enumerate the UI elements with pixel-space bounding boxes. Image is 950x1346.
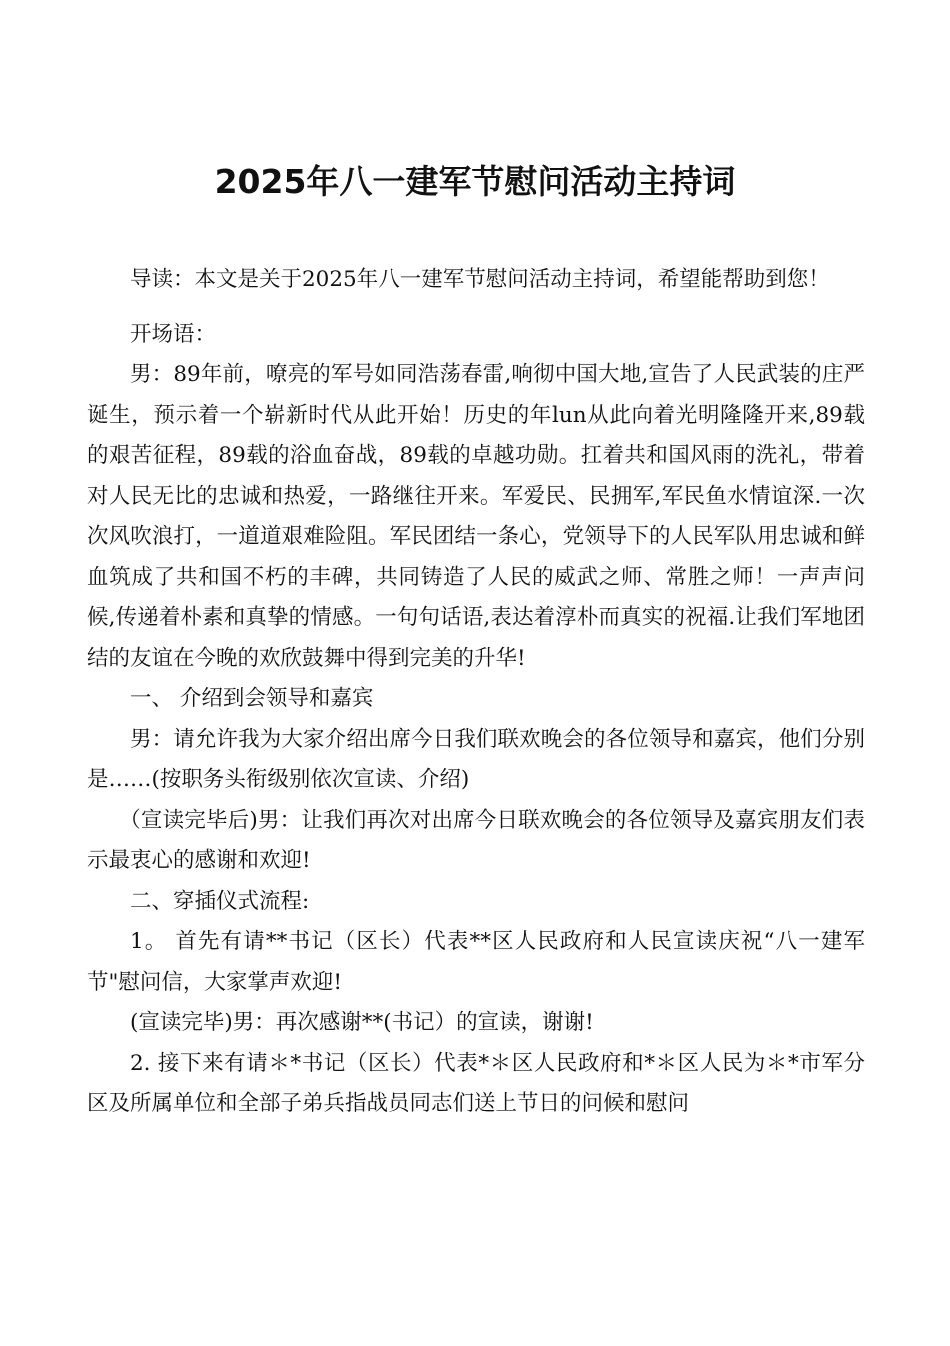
introduce-guests-paragraph: 男：请允许我为大家介绍出席今日我们联欢晚会的各位领导和嘉宾，他们分别是……(按职务头衔级别依次宣读、介绍) bbox=[87, 726, 865, 792]
ceremony-step-1-followup: (宣读完毕)男：再次感谢**(书记）的宣读，谢谢! bbox=[130, 1010, 594, 1035]
thanks-paragraph: （宣读完毕后)男：让我们再次对出席今日联欢晚会的各位领导及嘉宾朋友们表示最衷心的感谢和欢迎! bbox=[87, 807, 865, 873]
ceremony-step-2: 2. 接下来有请＊*书记（区长）代表*＊区人民政府和*＊区人民为＊*市军分区及所属单位和全部子弟兵指战员同志们送上节日的问候和慰问 bbox=[87, 1050, 865, 1116]
opening-speech-paragraph: 男：89年前，嘹亮的军号如同浩荡春雷,响彻中国大地,宣告了人民武装的庄严诞生，预示着一个崭新时代从此开始！历史的年lun从此向着光明隆隆开来,89载的艰苦征程，89载的浴血奋战，89载的卓越功勋。扛着共和国风雨的洗礼，带着对人民无比的忠诚和热爱，一路继往开来。军爱民、民拥军,军民鱼水情谊深.一次次风吹浪打，一道道艰难险阻。军民团结一条心，党领导下的人民军队用忠诚和鲜血筑成了共和国不朽的丰碑，共同铸造了人民的威武之师、常胜之师！一声声问候,传递着朴素和真挚的情感。一句句话语,表达着淳朴而真实的祝福.让我们军地团结的友谊在今晚的欢欣鼓舞中得到完美的升华! bbox=[87, 362, 865, 671]
intro-paragraph: 导读：本文是关于2025年八一建军节慰问活动主持词，希望能帮助到您！ bbox=[130, 267, 830, 292]
section-heading-introduce-guests: 一、 介绍到会领导和嘉宾 bbox=[130, 686, 374, 711]
section-heading-ceremony: 二、穿插仪式流程: bbox=[130, 888, 310, 914]
ceremony-step-1: 1。 首先有请**书记（区长）代表**区人民政府和人民宣读庆祝“八一建军节"慰问信，大家掌声欢迎! bbox=[87, 929, 865, 995]
document-title: 2025年八一建军节慰问活动主持词 bbox=[214, 162, 736, 201]
opening-heading: 开场语： bbox=[130, 321, 217, 347]
document-body bbox=[87, 260, 865, 1125]
